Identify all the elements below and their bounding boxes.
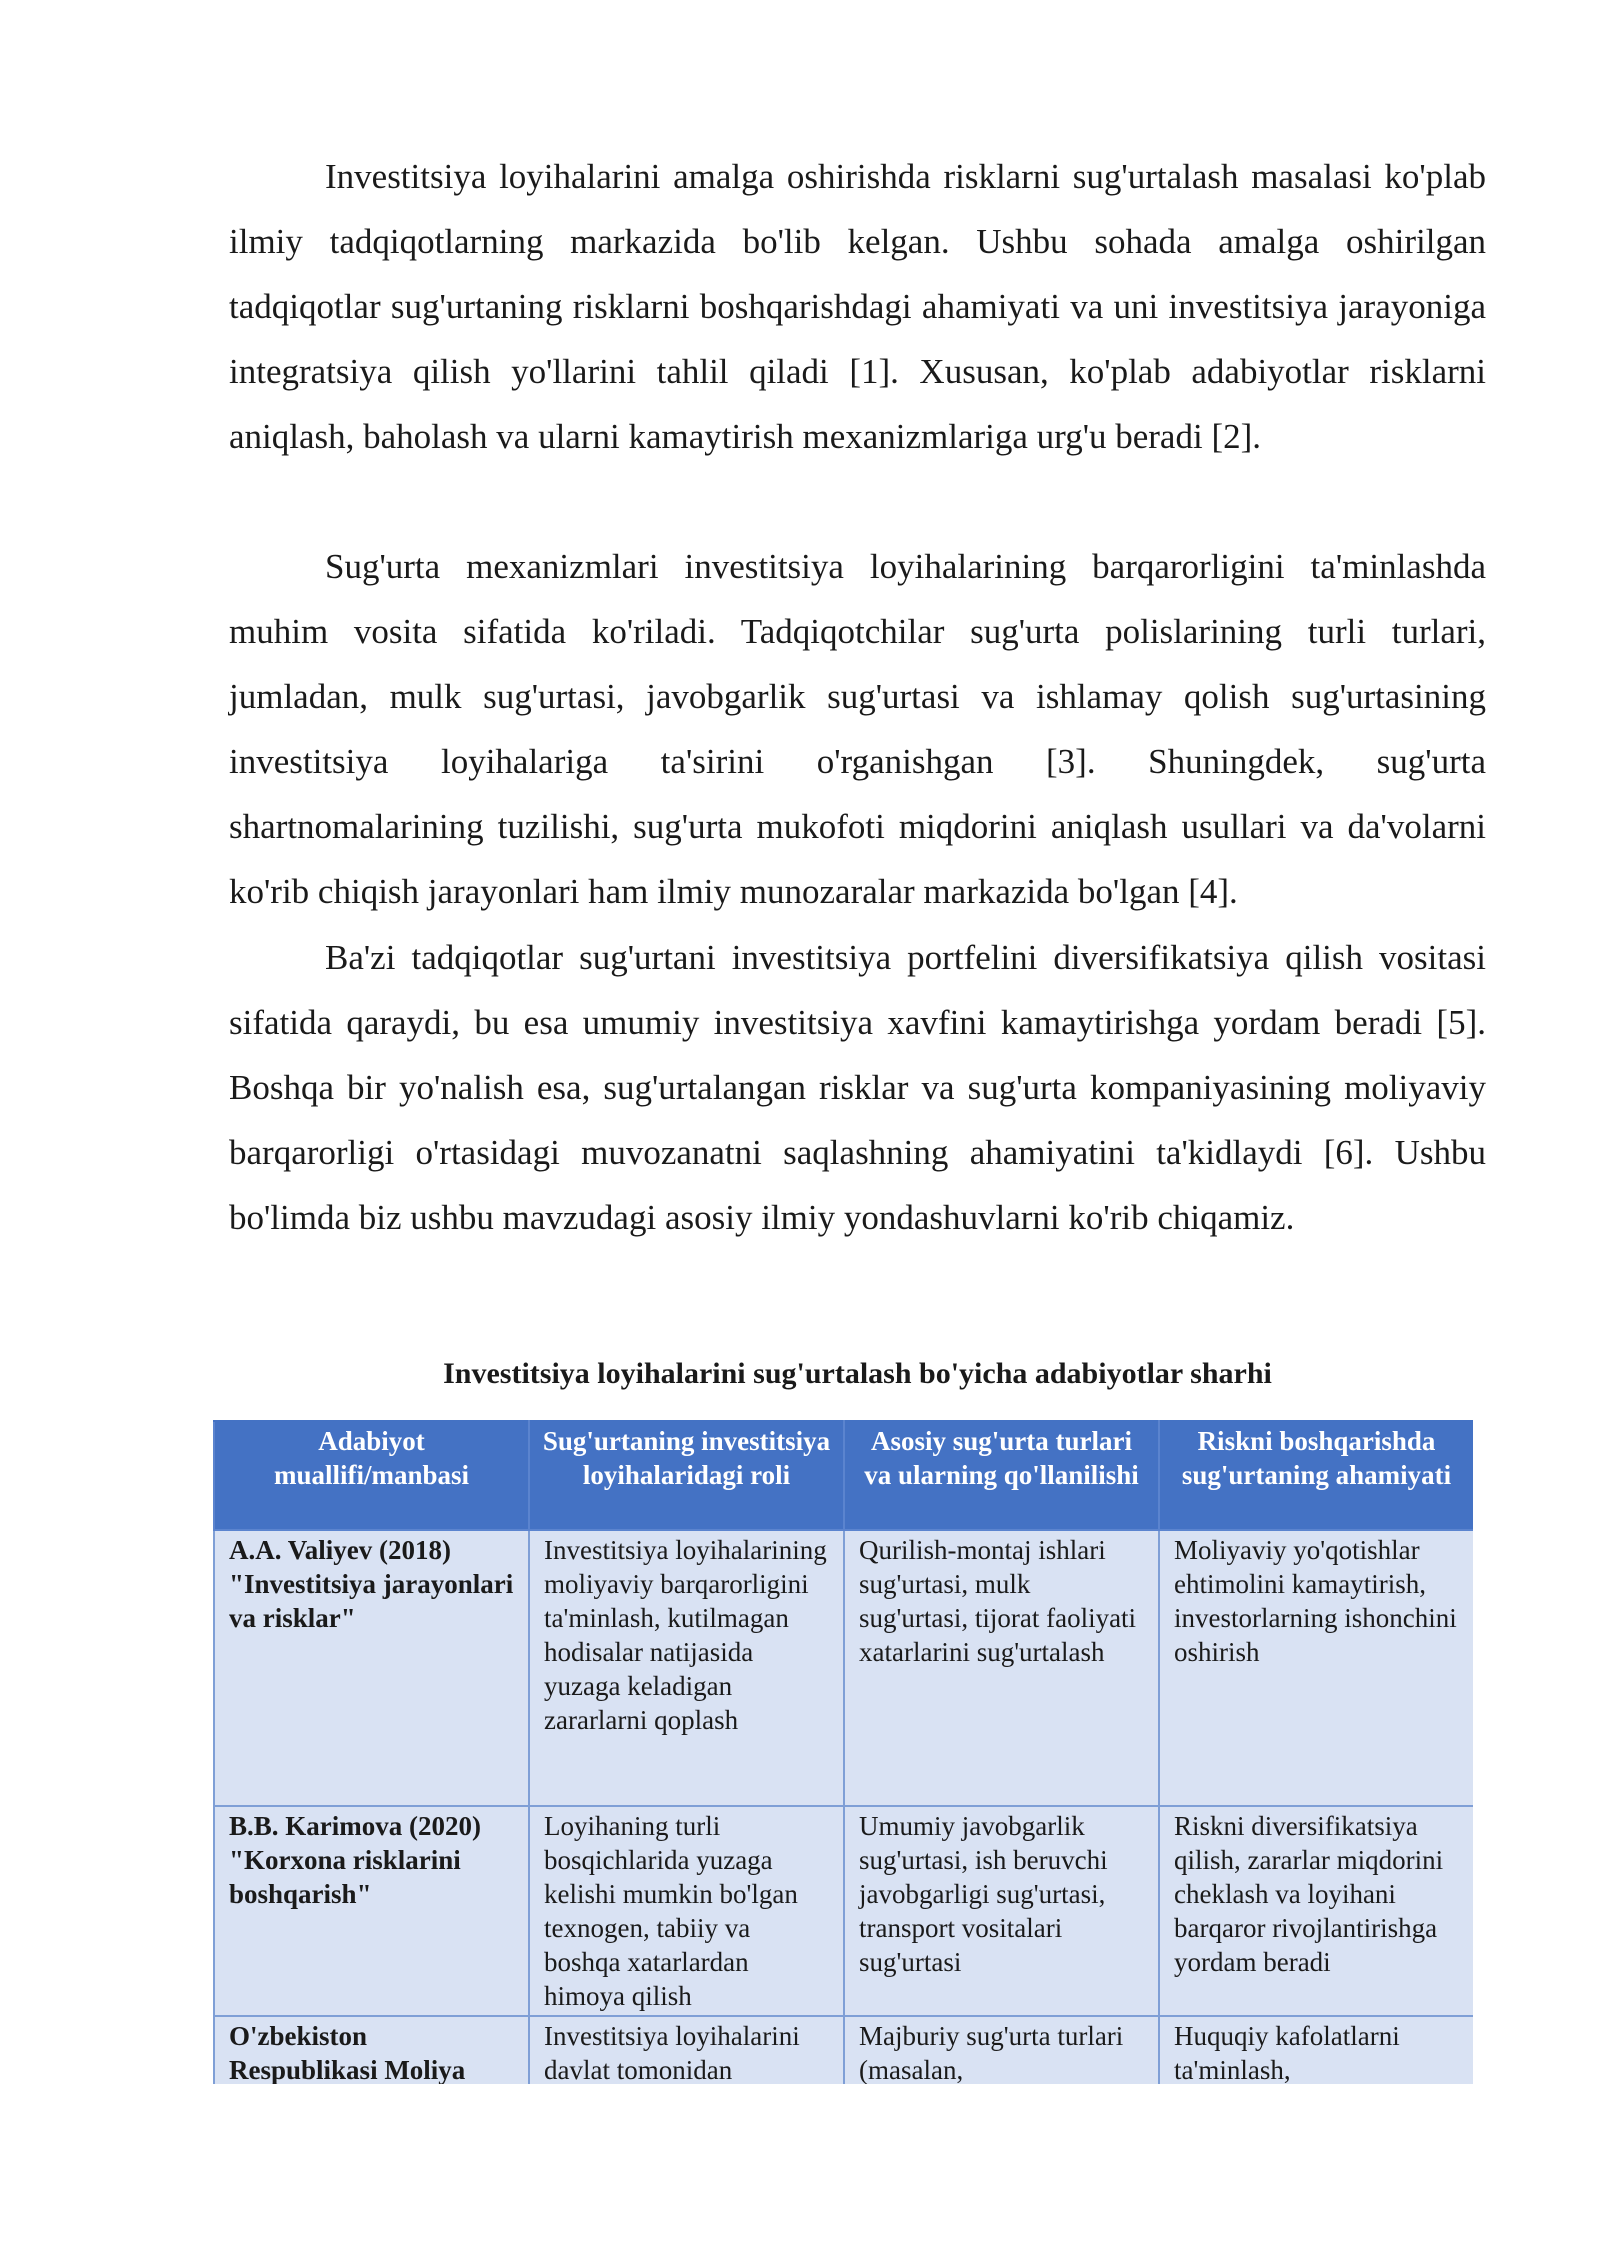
cell-role: Investitsiya loyihalarini davlat tomonidan	[529, 2016, 844, 2084]
table-row	[214, 1530, 1473, 1806]
paragraph-intro: Investitsiya loyihalarini amalga oshirishda risklarni sug'urtalash masalasi ko'plab ilmiy tadqiqotlarning markazida bo'lib kelgan. Ushbu sohada amalga oshirilgan tadqiqotlar sug'urtaning risklarni boshqarishdagi ahamiyati va uni investitsiya jarayoniga integratsiya qilish yo'llarini tahlil qiladi [1]. Xususan, ko'plab adabiyotlar risklarni aniqlash, baholash va ularni kamaytirish mexanizmlariga urg'u beradi [2].	[229, 157, 1486, 457]
cell-source: B.B. Karimova (2020) "Korxona risklarini boshqarish"	[214, 1806, 529, 2016]
header-source: Adabiyot muallifi/manbasi	[214, 1421, 529, 1530]
cell-importance: Moliyaviy yo'qotishlar ehtimolini kamaytirish, investorlarning ishonchini oshirish	[1159, 1530, 1473, 1806]
table-row	[214, 2016, 1473, 2084]
cell-types: Majburiy sug'urta turlari (masalan,	[844, 2016, 1159, 2084]
table-row	[214, 1806, 1473, 2016]
cell-source: O'zbekiston Respublikasi Moliya	[214, 2016, 529, 2084]
literature-review-table	[213, 1420, 1473, 2084]
cell-role: Investitsiya loyihalarining moliyaviy barqarorligini ta'minlash, kutilmagan hodisalar natijasida yuzaga keladigan zararlarni qoplash	[529, 1530, 844, 1806]
cell-role: Loyihaning turli bosqichlarida yuzaga kelishi mumkin bo'lgan texnogen, tabiiy va boshqa xatarlardan himoya qilish	[529, 1806, 844, 2016]
literature-table-container	[213, 1420, 1473, 2084]
table-header-row	[214, 1421, 1473, 1530]
cell-types: Qurilish-montaj ishlari sug'urtasi, mulk sug'urtasi, tijorat faoliyati xatarlarini sug'urtalash	[844, 1530, 1159, 1806]
cell-importance: Riskni diversifikatsiya qilish, zararlar miqdorini cheklash va loyihani barqaror rivojlantirishga yordam beradi	[1159, 1806, 1473, 2016]
header-role: Sug'urtaning investitsiya loyihalaridagi roli	[529, 1421, 844, 1530]
cell-importance: Huquqiy kafolatlarni ta'minlash,	[1159, 2016, 1473, 2084]
paragraph-diversification: Ba'zi tadqiqotlar sug'urtani investitsiya portfelini diversifikatsiya qilish vositasi sifatida qaraydi, bu esa umumiy investitsiya xavfini kamaytirishga yordam beradi [5]. Boshqa bir yo'nalish esa, sug'urtalangan risklar va sug'urta kompaniyasining moliyaviy barqarorligi o'rtasidagi muvozanatni saqlashning ahamiyatini ta'kidlaydi [6]. Ushbu bo'limda biz ushbu mavzudagi asosiy ilmiy yondashuvlarni ko'rib chiqamiz.	[229, 938, 1486, 1238]
cell-source: A.A. Valiyev (2018) "Investitsiya jarayonlari va risklar"	[214, 1530, 529, 1806]
header-types: Asosiy sug'urta turlari va ularning qo'llanilishi	[844, 1421, 1159, 1530]
table-caption: Investitsiya loyihalarini sug'urtalash bo'yicha adabiyotlar sharhi	[443, 1357, 1272, 1390]
cell-types: Umumiy javobgarlik sug'urtasi, ish beruvchi javobgarligi sug'urtasi, transport vositalari sug'urtasi	[844, 1806, 1159, 2016]
header-importance: Riskni boshqarishda sug'urtaning ahamiyati	[1159, 1421, 1473, 1530]
paragraph-insurance-mechanisms: Sug'urta mexanizmlari investitsiya loyihalarining barqarorligini ta'minlashda muhim vosita sifatida ko'riladi. Tadqiqotchilar sug'urta polislarining turli turlari, jumladan, mulk sug'urtasi, javobgarlik sug'urtasi va ishlamay qolish sug'urtasining investitsiya loyihalariga ta'sirini o'rganishgan [3]. Shuningdek, sug'urta shartnomalarining tuzilishi, sug'urta mukofoti miqdorini aniqlash usullari va da'volarni ko'rib chiqish jarayonlari ham ilmiy munozaralar markazida bo'lgan [4].	[229, 547, 1486, 912]
